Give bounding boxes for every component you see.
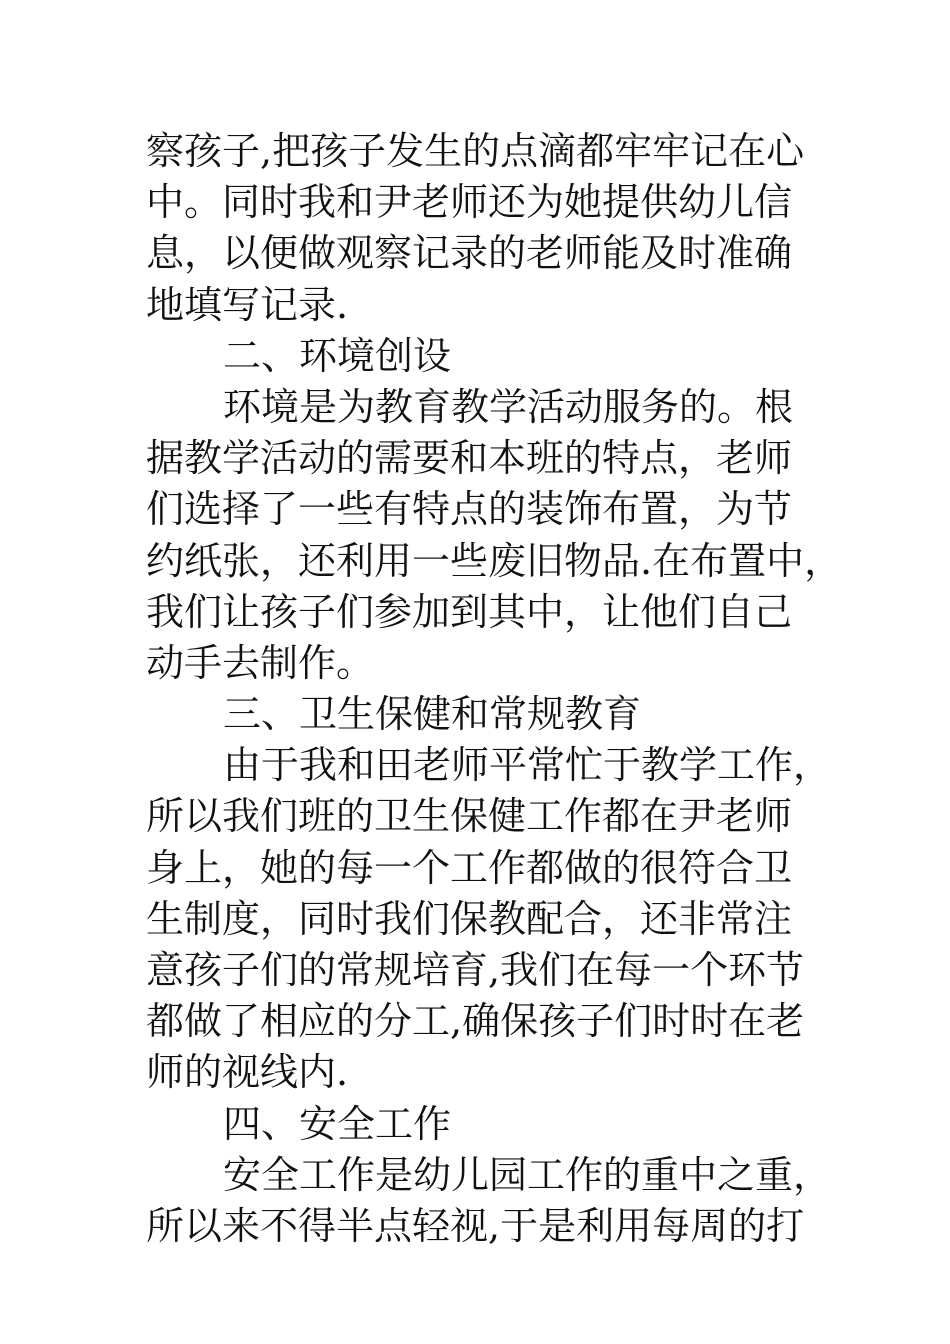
section-heading-hygiene: 三、卫生保健和常规教育 xyxy=(223,692,642,737)
text-line: 生制度，同时我们保教配合，还非常注 xyxy=(146,896,793,941)
text-line: 地填写记录. xyxy=(146,282,349,327)
text-line: 我们让孩子们参加到其中，让他们自己 xyxy=(146,589,793,634)
text-line: 所以我们班的卫生保健工作都在尹老师 xyxy=(146,794,793,839)
text-line: 身上，她的每一个工作都做的很符合卫 xyxy=(146,845,793,890)
text-line: 所以来不得半点轻视,于是利用每周的打 xyxy=(146,1203,805,1248)
section-heading-safety: 四、安全工作 xyxy=(223,1101,452,1146)
text-line: 由于我和田老师平常忙于教学工作， xyxy=(223,743,832,788)
text-line: 师的视线内. xyxy=(146,1050,349,1095)
document-body xyxy=(146,126,843,1252)
text-line: 中。同时我和尹老师还为她提供幼儿信 xyxy=(146,180,793,225)
text-line: 都做了相应的分工,确保孩子们时时在老 xyxy=(146,999,805,1044)
text-line: 息，以便做观察记录的老师能及时准确 xyxy=(146,231,793,276)
text-line: 环境是为教育教学活动服务的。根 xyxy=(223,384,794,429)
text-line: 据教学活动的需要和本班的特点，老师 xyxy=(146,436,793,481)
section-heading-environment: 二、环境创设 xyxy=(223,333,452,378)
text-line: 动手去制作。 xyxy=(146,640,375,685)
text-line: 们选择了一些有特点的装饰布置，为节 xyxy=(146,487,793,532)
text-line: 察孩子,把孩子发生的点滴都牢牢记在心 xyxy=(146,129,805,173)
text-line: 安全工作是幼儿园工作的重中之重， xyxy=(223,1152,832,1197)
text-line: 意孩子们的常规培育,我们在每一个环节 xyxy=(146,948,805,992)
text-line: 约纸张，还利用一些废旧物品.在布置中， xyxy=(146,538,843,583)
